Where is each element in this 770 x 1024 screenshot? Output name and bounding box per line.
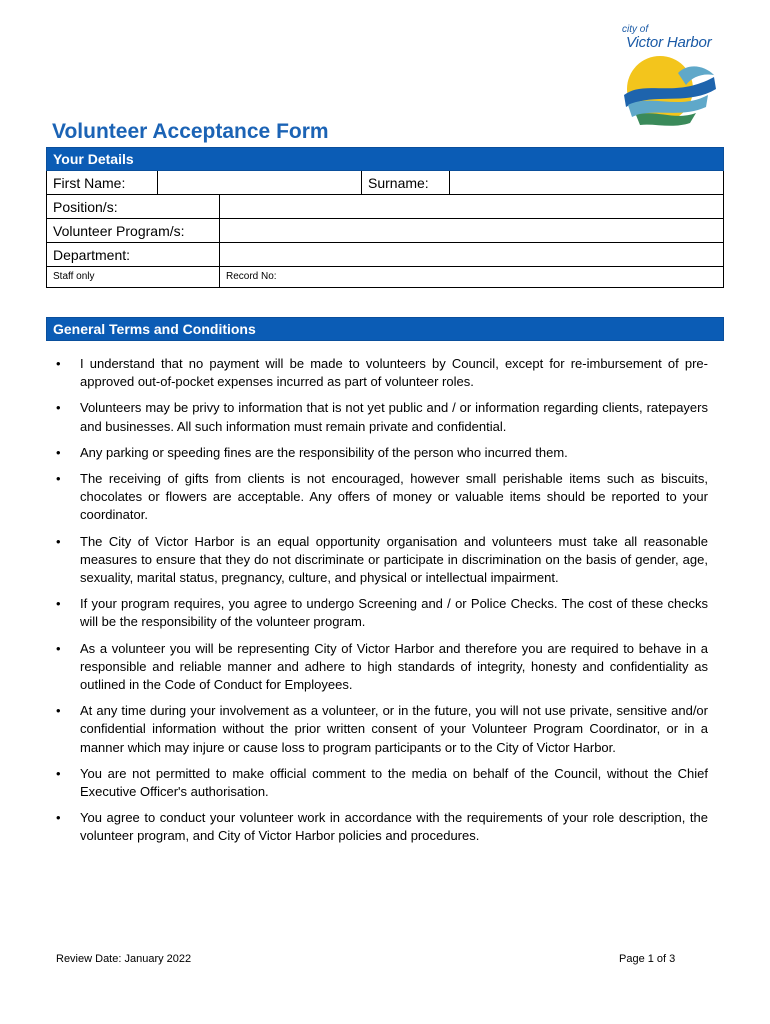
staff-only-row <box>46 267 724 288</box>
bullet-icon: • <box>56 810 61 826</box>
your-details-heading: Your Details <box>46 147 724 171</box>
list-item: • The receiving of gifts from clients is not encouraged, however small perishable items such as biscuits, chocolates or flowers are acceptable. Any offers of money or valuable items should be reported to your coordinator. <box>56 471 708 523</box>
terms-heading: General Terms and Conditions <box>46 317 724 341</box>
position-field[interactable] <box>219 195 723 218</box>
department-row <box>46 243 724 267</box>
bullet-icon: • <box>56 356 61 371</box>
terms-list <box>56 355 708 854</box>
your-details-table <box>46 147 724 288</box>
staff-only-label: Staff only <box>53 271 95 282</box>
program-row <box>46 219 724 243</box>
department-label: Department: <box>53 247 131 263</box>
list-item: • You are not permitted to make official comment to the media on behalf of the Council, without the Chief Executive Officer's authorisation. <box>56 765 708 800</box>
list-item: • As a volunteer you will be representing City of Victor Harbor and therefore you are required to behave in a responsible and reliable manner and adhere to high standards of integrity, honesty and confidentiality as outlined in the Code of Conduct for Employees. <box>56 640 708 693</box>
list-item: • If your program requires, you agree to undergo Screening and / or Police Checks. The cost of these checks will be the responsibility of the volunteer program. <box>56 596 708 630</box>
bullet-icon: • <box>56 640 61 656</box>
page-number: Page 1 of 3 <box>619 953 676 965</box>
name-row <box>46 171 724 195</box>
surname-field[interactable] <box>449 171 723 194</box>
first-name-label: First Name: <box>53 175 126 191</box>
first-name-field[interactable] <box>157 171 361 194</box>
bullet-icon: • <box>56 471 61 487</box>
program-field[interactable] <box>219 219 723 242</box>
program-label: Volunteer Program/s: <box>53 223 185 239</box>
record-no-field[interactable]: Record No: <box>219 267 723 287</box>
list-item: • I understand that no payment will be made to volunteers by Council, except for re-imbursement of pre-approved out-of-pocket expenses incurred as part of volunteer roles. <box>56 356 708 390</box>
surname-label: Surname: <box>361 171 449 194</box>
bullet-icon: • <box>56 765 61 781</box>
list-item: • You agree to conduct your volunteer work in accordance with the requirements of your role description, the volunteer program, and City of Victor Harbor policies and procedures. <box>56 810 708 844</box>
position-row <box>46 195 724 219</box>
city-logo <box>606 22 734 134</box>
bullet-icon: • <box>56 703 61 719</box>
list-item: • At any time during your involvement as a volunteer, or in the future, you will not use private, sensitive and/or confidential information without the prior written consent of your Volunteer Program Coordinator, or in a manner which may injure or cause loss to program participants or to the City of Victor Harbor. <box>56 703 708 755</box>
department-field[interactable] <box>219 243 723 266</box>
bullet-icon: • <box>56 533 61 549</box>
list-item: • Any parking or speeding fines are the responsibility of the person who incurred them. <box>56 444 708 462</box>
list-item: • The City of Victor Harbor is an equal opportunity organisation and volunteers must take all reasonable measures to ensure that they do not discriminate or participate in discrimination on the basis of gender, age, sexuality, marital status, pregnancy, culture, and physical or intellectual impairment. <box>56 533 708 586</box>
position-label: Position/s: <box>53 199 118 215</box>
bullet-icon: • <box>56 596 61 612</box>
bullet-icon: • <box>56 444 61 460</box>
logo-emblem-icon <box>616 55 720 131</box>
bullet-icon: • <box>56 400 61 416</box>
review-date: Review Date: January 2022 <box>56 953 192 965</box>
logo-city-of: city of <box>622 24 649 35</box>
logo-name: Victor Harbor <box>626 34 712 51</box>
page-title: Volunteer Acceptance Form <box>52 120 329 143</box>
list-item: • Volunteers may be privy to information that is not yet public and / or information regarding clients, ratepayers and businesses. All such information must remain private and confidential. <box>56 400 708 434</box>
